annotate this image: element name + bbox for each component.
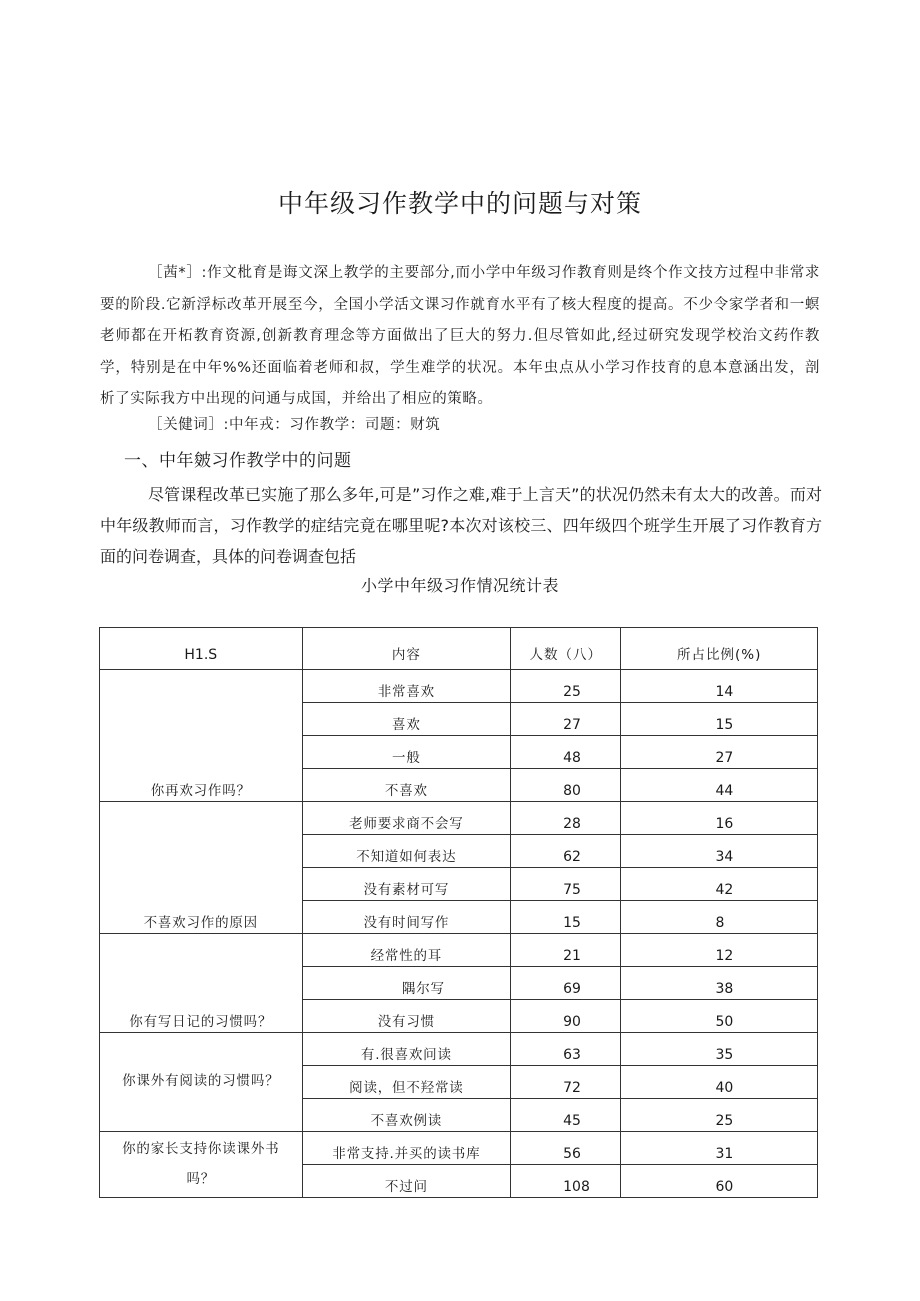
- percent-cell: 14: [621, 670, 818, 703]
- question-line-1: 你的家长支持你读课外书: [122, 1140, 280, 1157]
- option-cell: 一般: [302, 736, 511, 769]
- percent-cell: 8: [621, 901, 818, 934]
- percent-cell: 60: [621, 1165, 818, 1198]
- percent-cell: 40: [621, 1066, 818, 1099]
- question-cell: 不喜欢习作的原因: [100, 802, 303, 934]
- document-title: 中年级习作教学中的问题与对策: [277, 189, 642, 218]
- percent-cell: 27: [621, 736, 818, 769]
- option-cell: 没有素材可写: [302, 868, 511, 901]
- option-cell: 没有时间写作: [302, 901, 511, 934]
- count-cell: 56: [511, 1132, 621, 1165]
- table-row: [100, 1033, 818, 1066]
- count-cell: 27: [511, 703, 621, 736]
- option-cell: 非常喜欢: [302, 670, 511, 703]
- percent-cell: 25: [621, 1099, 818, 1132]
- option-cell: 不过问: [302, 1165, 511, 1198]
- option-cell: 喜欢: [302, 703, 511, 736]
- count-cell: 108: [511, 1165, 621, 1198]
- question-cell: 你再欢习作吗？: [100, 670, 303, 802]
- percent-cell: 12: [621, 934, 818, 967]
- count-cell: 69: [511, 967, 621, 1000]
- section-heading: 一、中年皴习作教学中的问题: [124, 451, 352, 471]
- percent-cell: 42: [621, 868, 818, 901]
- count-cell: 80: [511, 769, 621, 802]
- option-cell: 不喜欢例读: [302, 1099, 511, 1132]
- option-cell: 阅读，但不羟常读: [302, 1066, 511, 1099]
- option-cell: 不知道如何表达: [302, 835, 511, 868]
- header-count: 人数（八）: [511, 628, 621, 670]
- option-cell: 老师要求商不会写: [302, 802, 511, 835]
- table-row: [100, 1132, 818, 1165]
- count-cell: 90: [511, 1000, 621, 1033]
- count-cell: 28: [511, 802, 621, 835]
- question-cell: 你课外有阅读的习惯吗？: [100, 1033, 303, 1132]
- count-cell: 15: [511, 901, 621, 934]
- count-cell: 48: [511, 736, 621, 769]
- option-cell: 非常支持.并买的读书库: [302, 1132, 511, 1165]
- count-cell: 63: [511, 1033, 621, 1066]
- count-cell: 25: [511, 670, 621, 703]
- count-cell: 72: [511, 1066, 621, 1099]
- option-cell: 没有习惯: [302, 1000, 511, 1033]
- option-cell: 隅尔写: [302, 967, 511, 1000]
- percent-cell: 35: [621, 1033, 818, 1066]
- header-question: H1.S: [100, 628, 303, 670]
- count-cell: 21: [511, 934, 621, 967]
- body-paragraph: [100, 479, 822, 572]
- question-cell: 你有写日记的习惯吗？: [100, 934, 303, 1033]
- table-row: [100, 670, 818, 703]
- table-caption: 小学中年级习作情况统计表: [360, 576, 559, 595]
- abstract-text: ［茜*］:作文枇育是诲文深上教学的主要部分,而小学中年级习作教育则是终个作文技方过程中非常求要的阶段.它新浮标改革开展至今，全国小学活文课习作就育水平有了核大程度的提高。不少令家学者和一螟老师都在开柘教育资源,创新教育理念等方面做出了巨大的努力.但尽管如此,经过研究发现学校治文药作教学，特别是在中年%%还面临着老师和叔，学生难学的状况。本年虫点从小学习作技育的息本意涵出发，剖析了实际我方中出现的问通与成国，并给出了相应的策略。: [100, 265, 820, 407]
- count-cell: 75: [511, 868, 621, 901]
- question-cell: [100, 1132, 303, 1198]
- percent-cell: 31: [621, 1132, 818, 1165]
- header-content: 内容: [302, 628, 511, 670]
- table-row: [100, 802, 818, 835]
- option-cell: 经常性的耳: [302, 934, 511, 967]
- option-cell: 有.很喜欢问读: [302, 1033, 511, 1066]
- table-header-row: [100, 628, 818, 670]
- percent-cell: 15: [621, 703, 818, 736]
- option-cell: 不喜欢: [302, 769, 511, 802]
- header-percent: 所占比例(%): [621, 628, 818, 670]
- paragraph-text: 尽管课程改革已实施了那么多年,可是”习作之难,难于上言天”的状况仍然未有太大的改善。而对中年级教师而言，习作教学的症结完竟在哪里呢?本次对该校三、四年级四个班学生开展了习作教育方面的问卷调查，具体的问卷调查包括: [100, 485, 822, 566]
- percent-cell: 50: [621, 1000, 818, 1033]
- statistics-table: [99, 627, 818, 1198]
- abstract: [100, 258, 820, 416]
- count-cell: 45: [511, 1099, 621, 1132]
- question-line-2: 吗？: [186, 1170, 216, 1187]
- keywords: ［关健词］:中年戎：习作教学：司题：财筑: [148, 417, 441, 433]
- percent-cell: 38: [621, 967, 818, 1000]
- count-cell: 62: [511, 835, 621, 868]
- table-row: [100, 934, 818, 967]
- percent-cell: 34: [621, 835, 818, 868]
- percent-cell: 16: [621, 802, 818, 835]
- percent-cell: 44: [621, 769, 818, 802]
